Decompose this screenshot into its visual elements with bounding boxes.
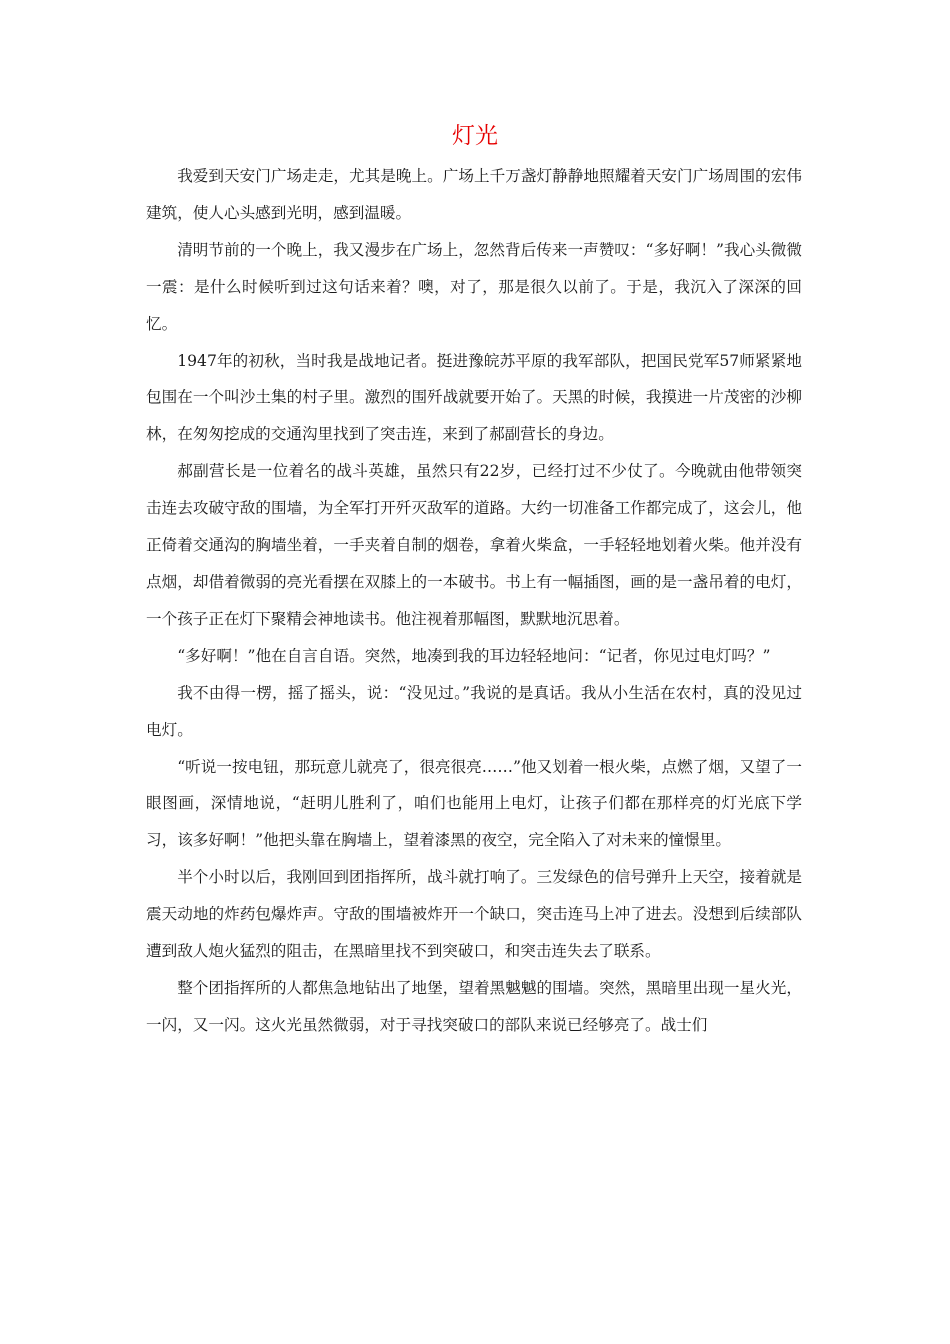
paragraph: 半个小时以后，我刚回到团指挥所，战斗就打响了。三发绿色的信号弹升上天空，接着就是震天动地的炸药包爆炸声。守敌的围墙被炸开一个缺口，突击连马上冲了进去。没想到后续部队遭到敌人炮火猛烈的阻击，在黑暗里找不到突破口，和突击连失去了联系。 (146, 868, 802, 961)
paragraph: 郝副营长是一位着名的战斗英雄，虽然只有22岁，已经打过不少仗了。今晚就由他带领突击连去攻破守敌的围墙，为全军打开歼灭敌军的道路。大约一切准备工作都完成了，这会儿，他正倚着交通沟的胸墙坐着，一手夹着自制的烟卷，拿着火柴盒，一手轻轻地划着火柴。他并没有点烟，却借着微弱的亮光看摆在双膝上的一本破书。书上有一幅插图，画的是一盏吊着的电灯，一个孩子正在灯下聚精会神地读书。他注视着那幅图，默默地沉思着。 (146, 462, 802, 628)
document-body (146, 158, 802, 1044)
paragraph: 我爱到天安门广场走走，尤其是晚上。广场上千万盏灯静静地照耀着天安门广场周围的宏伟建筑，使人心头感到光明，感到温暖。 (146, 167, 802, 222)
paragraph: “听说一按电钮，那玩意儿就亮了，很亮很亮……”他又划着一根火柴，点燃了烟，又望了一眼图画，深情地说，“赶明儿胜利了，咱们也能用上电灯，让孩子们都在那样亮的灯光底下学习，该多好啊！”他把头靠在胸墙上，望着漆黑的夜空，完全陷入了对未来的憧憬里。 (146, 757, 802, 850)
paragraph: “多好啊！”他在自言自语。突然，地凑到我的耳边轻轻地问：“记者，你见过电灯吗？” (177, 646, 771, 665)
paragraph: 整个团指挥所的人都焦急地钻出了地堡，望着黑魆魆的围墙。突然，黑暗里出现一星火光，一闪，又一闪。这火光虽然微弱，对于寻找突破口的部队来说已经够亮了。战士们 (146, 978, 802, 1034)
paragraph: 清明节前的一个晚上，我又漫步在广场上，忽然背后传来一声赞叹：“多好啊！”我心头微微一震：是什么时候听到过这句话来着？噢，对了，那是很久以前了。于是，我沉入了深深的回忆。 (146, 240, 802, 333)
paragraph: 1947年的初秋，当时我是战地记者。挺进豫皖苏平原的我军部队，把国民党军57师紧紧地包围在一个叫沙土集的村子里。激烈的围歼战就要开始了。天黑的时候，我摸进一片茂密的沙柳林，在匆匆挖成的交通沟里找到了突击连，来到了郝副营长的身边。 (146, 351, 802, 444)
document-title: 灯光 (452, 123, 498, 149)
paragraph: 我不由得一楞，摇了摇头，说：“没见过。”我说的是真话。我从小生活在农村，真的没见过电灯。 (146, 683, 802, 739)
